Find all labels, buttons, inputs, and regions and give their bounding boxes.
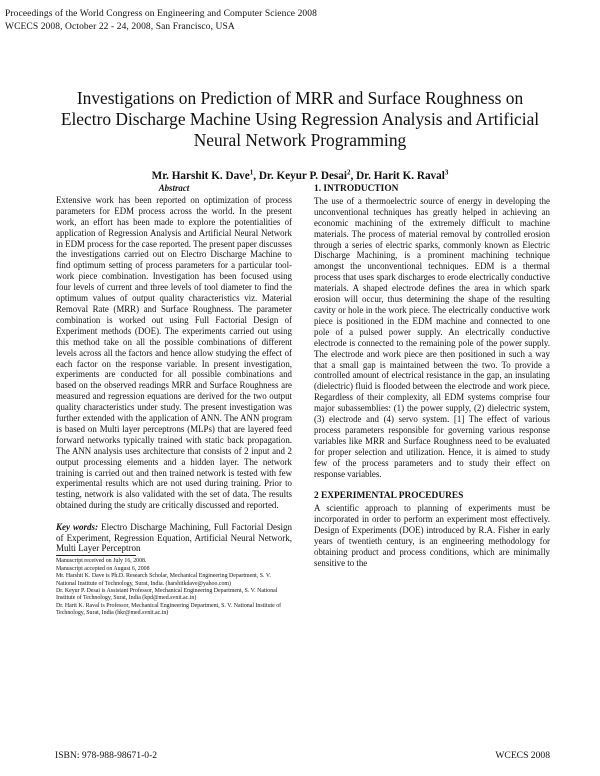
author-1: Mr. Harshit K. Dave$^1$, bbox=[151, 168, 259, 182]
title-block bbox=[60, 88, 540, 182]
footnote: Manuscript accepted on August 6, 2008 bbox=[56, 565, 150, 572]
introduction-heading: 1. INTRODUCTION bbox=[314, 184, 399, 194]
keywords-label: Key words: bbox=[56, 522, 99, 533]
author-list bbox=[60, 168, 540, 182]
abstract-heading: Abstract bbox=[158, 183, 190, 193]
keywords bbox=[56, 522, 292, 553]
section-gap bbox=[314, 479, 550, 491]
footnotes bbox=[56, 558, 292, 617]
experimental-heading: 2 EXPERIMENTAL PROCEDURES bbox=[314, 491, 464, 502]
footnote: Dr. Keyur P. Desai is Assistant Professor, Mechanical Engineering Department, S. V. National Institute of Technology, Surat, India (kpd@med.svnit.ac.in) bbox=[56, 588, 278, 602]
abstract-text: Extensive work has been reported on optimization of process parameters for EDM process across the world. In the present work, an effort has been made to explore the potentialities of application of Regression Analysis and Artificial Neural Network in EDM process for the case reported. The present paper discusses the investigations carried out on Electro Discharge Machine to find optimum setting of process parameters for a particular tool-work piece combination. Investigation has been focused using four levels of current and three levels of tool diameter to find the optimum values of output quality characteristics viz. Material Removal Rate (MRR) and Surface Roughness. The parameter combination is worked out using Full Factorial Design of Experiment methods (DOE). The experiments carried out using this method take on all the possible combinations of different levels across all the factors and hence allow studying the effect of each factor on the response variable. In present investigation, experiments are conducted for all possible combinations and based on the observed readings MRR and Surface Roughness are measured and regression equations are derived for the two output quality characteristics under study. The present investigation was further extended with the application of ANN. The ANN program is based on Multi layer perceptrons (MLPs) that are layered feed forward networks typically trained with static back propagation. The ANN analysis uses architecture that consists of 2 input and 2 output processing elements and a hidden layer. The network training is carried out and then trained network is tested with few experimental results which are not used during training. Prior to testing, network is also validated with the set of data. The results obtained during the study are critically discussed and reported. bbox=[56, 194, 292, 511]
introduction-text: The use of a thermoelectric source of energy in developing the unconventional techniques has greatly helped in achieving an economic machining of the extremely difficult to machine materials. The process of material removal by controlled erosion through a series of electric sparks, commonly known as Electric Discharge Machining, is a prominent machining technique amongst the unconventional techniques. EDM is a thermal process that uses spark discharges to erode electrically conductive materials. A shaped electrode defines the area in which spark erosion will occur, thus determining the shape of the resulting cavity or hole in the work piece. The electrically conductive work piece is positioned in the EDM machine and connected to one pole of a pulsed power supply. An electrically conductive electrode is connected to the remaining pole of the power supply. The electrode and work piece are then positioned in such a way that a small gap is maintained between the two. To provide a controlled amount of electrical resistance in the gap, an insulating (dielectric) fluid is flooded between the electrode and work piece. Regardless of their complexity, all EDM systems comprise four major subassemblies: (1) the power supply, (2) dielectric system, (3) electrode and (4) servo system. [1] The effect of various process parameters responsible for governing various response variables like MRR and Surface Roughness need to be evaluated for proper selection and utilization. Hence, it is aimed to study few of the process parameters and to study their effect on response variables. bbox=[314, 195, 550, 479]
author-2: Dr. Keyur P. Desai$^2$, bbox=[258, 168, 357, 182]
footnote: Manuscript received on July 16, 2008. bbox=[56, 558, 147, 565]
author-3: Dr. Harit K. Raval$^3$ bbox=[356, 168, 449, 182]
experimental-text: A scientific approach to planning of experiments must be incorporated in order to perform an experiment most effectively. Design of Experiments (DOE) introduced by R.A. Fisher in early years of twentieth century, is an engineering methodology for obtaining product and process conditions, which are minimally sensitive to the bbox=[314, 503, 550, 568]
footnote: Mr. Harshit K. Dave is Ph.D. Research Scholar, Mechanical Engineering Department, S. V. National Institute of Technology, Surat, India. (harshitkdave@yahoo.com) bbox=[56, 573, 271, 587]
footer-conference: WCECS 2008 bbox=[495, 750, 550, 761]
footer-isbn: ISBN: 978-988-98671-0-2 bbox=[55, 750, 158, 761]
footnote-divider bbox=[56, 555, 136, 556]
right-column bbox=[314, 184, 550, 569]
header-conference: WCECS 2008, October 22 - 24, 2008, San Francisco, USA bbox=[5, 22, 235, 32]
header-proceedings: Proceedings of the World Congress on Engineering and Computer Science 2008 bbox=[5, 9, 317, 19]
keywords-text: Electro Discharge Machining, Full Factorial Design of Experiment, Regression Equation, Artificial Neural Network, Multi Layer Perceptron bbox=[56, 522, 293, 553]
footnote: Dr. Harit K. Raval is Professor, Mechanical Engineering Department, S. V. National Institute of Technology, Surat, India (hkr@med.svnit.ac.in) bbox=[56, 602, 282, 617]
left-column bbox=[56, 183, 292, 618]
paper-title: Investigations on Prediction of MRR and Surface Roughness on Electro Discharge Machine Using Regression Analysis and Artificial Neural Network Programming bbox=[60, 88, 540, 150]
running-header bbox=[5, 8, 317, 34]
